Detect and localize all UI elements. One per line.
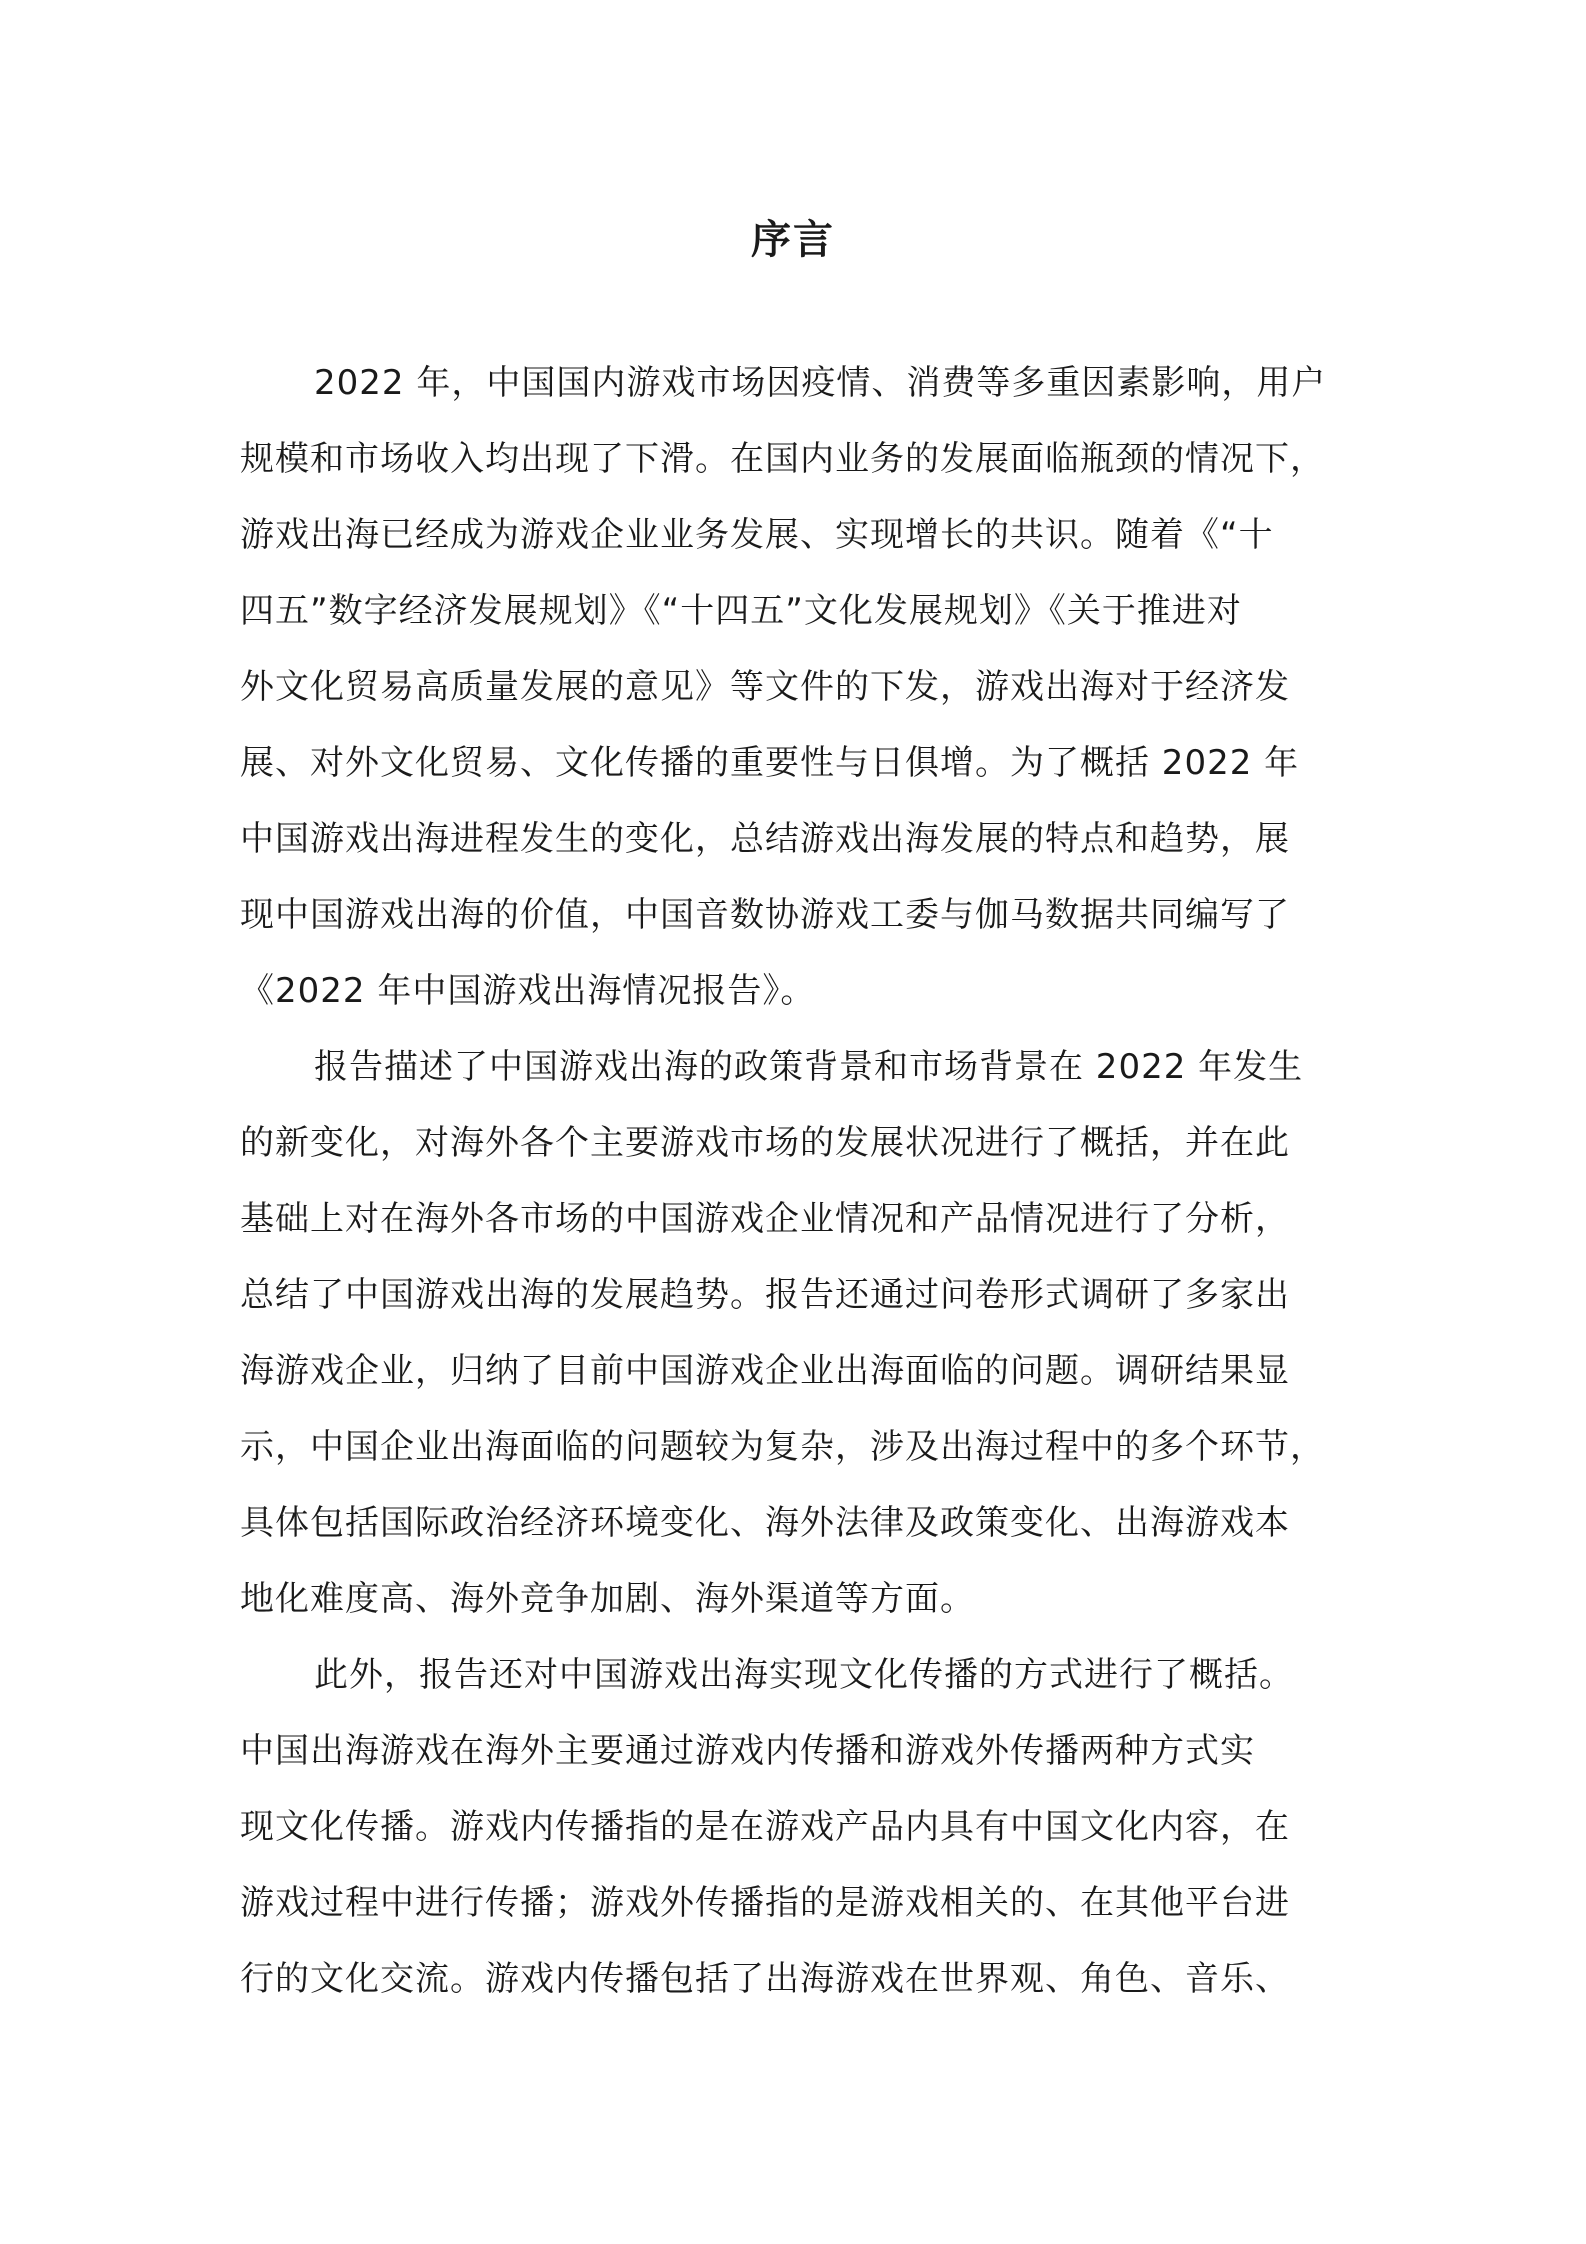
paragraph-line: 中国游戏出海进程发生的变化，总结游戏出海发展的特点和趋势，展	[240, 819, 1290, 859]
paragraph-line: 总结了中国游戏出海的发展趋势。报告还通过问卷形式调研了多家出	[240, 1275, 1290, 1315]
paragraph-line: 的新变化，对海外各个主要游戏市场的发展状况进行了概括，并在此	[240, 1123, 1290, 1163]
paragraph-line: 规模和市场收入均出现了下滑。在国内业务的发展面临瓶颈的情况下，	[240, 439, 1325, 479]
paragraph-line: 四五”数字经济发展规划》《“十四五”文化发展规划》《关于推进对	[240, 591, 1242, 631]
paragraph-line: 基础上对在海外各市场的中国游戏企业情况和产品情况进行了分析，	[240, 1199, 1290, 1239]
paragraph-line: 地化难度高、海外竞争加剧、海外渠道等方面。	[240, 1579, 975, 1619]
paragraph-line: 展、对外文化贸易、文化传播的重要性与日俱增。为了概括 2022 年	[240, 743, 1300, 783]
paragraph-line: 现文化传播。游戏内传播指的是在游戏产品内具有中国文化内容，在	[240, 1807, 1290, 1847]
paragraph-line: 《2022 年中国游戏出海情况报告》。	[240, 971, 816, 1011]
paragraph-line: 游戏过程中进行传播；游戏外传播指的是游戏相关的、在其他平台进	[240, 1883, 1290, 1923]
paragraph-1	[240, 345, 1348, 1029]
paragraph-line: 中国出海游戏在海外主要通过游戏内传播和游戏外传播两种方式实	[240, 1731, 1255, 1771]
paragraph-line: 游戏出海已经成为游戏企业业务发展、实现增长的共识。随着《“十	[240, 515, 1274, 555]
paragraph-line: 此外，报告还对中国游戏出海实现文化传播的方式进行了概括。	[314, 1655, 1294, 1695]
paragraph-line: 海游戏企业，归纳了目前中国游戏企业出海面临的问题。调研结果显	[240, 1351, 1290, 1391]
paragraph-line: 示，中国企业出海面临的问题较为复杂，涉及出海过程中的多个环节，	[240, 1427, 1325, 1467]
paragraph-line: 报告描述了中国游戏出海的政策背景和市场背景在 2022 年发生	[314, 1047, 1304, 1087]
paragraph-line: 具体包括国际政治经济环境变化、海外法律及政策变化、出海游戏本	[240, 1503, 1290, 1543]
page-title: 序言	[751, 217, 835, 263]
body-text	[240, 345, 1348, 2017]
paragraph-line: 外文化贸易高质量发展的意见》等文件的下发，游戏出海对于经济发	[240, 667, 1290, 707]
paragraph-2	[240, 1029, 1348, 1637]
paragraph-line: 现中国游戏出海的价值，中国音数协游戏工委与伽马数据共同编写了	[240, 895, 1290, 935]
paragraph-3	[240, 1637, 1348, 2017]
paragraph-line: 2022 年，中国国内游戏市场因疫情、消费等多重因素影响，用户	[314, 363, 1327, 403]
paragraph-line: 行的文化交流。游戏内传播包括了出海游戏在世界观、角色、音乐、	[240, 1959, 1290, 1999]
